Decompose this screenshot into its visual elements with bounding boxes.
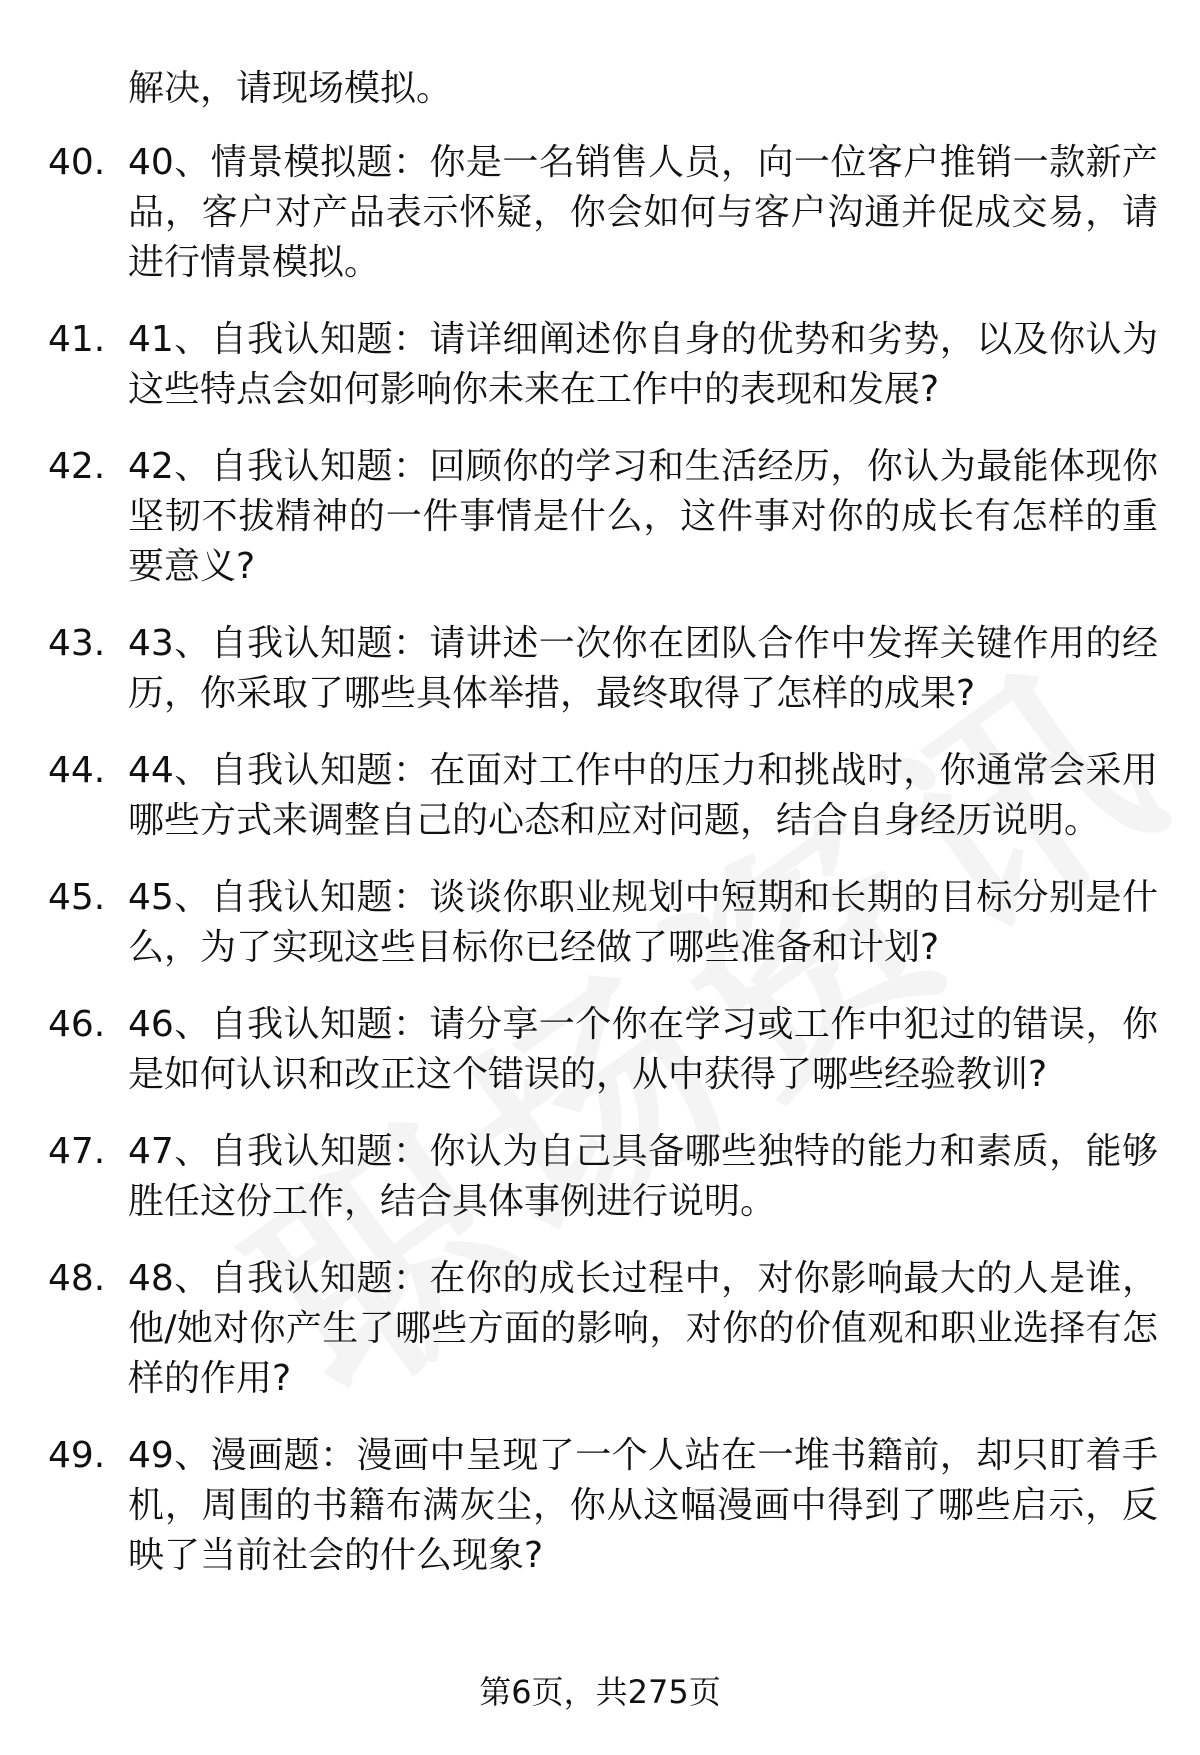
question-list (0, 138, 1200, 1608)
item-number: 47. (48, 1131, 106, 1172)
item-text: 49、漫画题：漫画中呈现了一个人站在一堆书籍前，却只盯着手机，周围的书籍布满灰尘，你从这幅漫画中得到了哪些启示，反映了当前社会的什么现象? (128, 1435, 1158, 1576)
list-item (0, 315, 1200, 415)
item-text: 43、自我认知题：请讲述一次你在团队合作中发挥关键作用的经历，你采取了哪些具体举措，最终取得了怎样的成果? (128, 623, 1158, 714)
list-item (0, 138, 1200, 288)
list-item (0, 1000, 1200, 1100)
list-item (0, 619, 1200, 719)
list-item (0, 873, 1200, 973)
item-number: 41. (48, 319, 106, 360)
item-text: 40、情景模拟题：你是一名销售人员，向一位客户推销一款新产品，客户对产品表示怀疑，你会如何与客户沟通并促成交易，请进行情景模拟。 (128, 142, 1158, 283)
item-text: 41、自我认知题：请详细阐述你自身的优势和劣势，以及你认为这些特点会如何影响你未来在工作中的表现和发展? (128, 319, 1158, 410)
list-item (0, 1254, 1200, 1404)
page-footer: 第6页，共275页 (479, 1673, 721, 1711)
item-number: 42. (48, 446, 106, 487)
continuation-text: 解决，请现场模拟。 (128, 68, 453, 109)
item-number: 46. (48, 1004, 106, 1045)
list-item (0, 746, 1200, 846)
list-item (0, 1431, 1200, 1581)
item-number: 40. (48, 142, 106, 183)
item-text: 46、自我认知题：请分享一个你在学习或工作中犯过的错误，你是如何认识和改正这个错误的，从中获得了哪些经验教训? (128, 1004, 1158, 1095)
list-item (0, 442, 1200, 592)
item-text: 48、自我认知题：在你的成长过程中，对你影响最大的人是谁，他/她对你产生了哪些方面的影响，对你的价值观和职业选择有怎样的作用? (128, 1258, 1158, 1399)
item-number: 48. (48, 1258, 106, 1299)
item-text: 45、自我认知题：谈谈你职业规划中短期和长期的目标分别是什么，为了实现这些目标你已经做了哪些准备和计划? (128, 877, 1158, 968)
item-text: 47、自我认知题：你认为自己具备哪些独特的能力和素质，能够胜任这份工作，结合具体事例进行说明。 (128, 1131, 1158, 1222)
item-text: 42、自我认知题：回顾你的学习和生活经历，你认为最能体现你坚韧不拔精神的一件事情是什么，这件事对你的成长有怎样的重要意义? (128, 446, 1158, 587)
item-text: 44、自我认知题：在面对工作中的压力和挑战时，你通常会采用哪些方式来调整自己的心态和应对问题，结合自身经历说明。 (128, 750, 1158, 841)
item-number: 43. (48, 623, 106, 664)
item-number: 49. (48, 1435, 106, 1476)
item-number: 44. (48, 750, 106, 791)
list-item (0, 1127, 1200, 1227)
item-number: 45. (48, 877, 106, 918)
